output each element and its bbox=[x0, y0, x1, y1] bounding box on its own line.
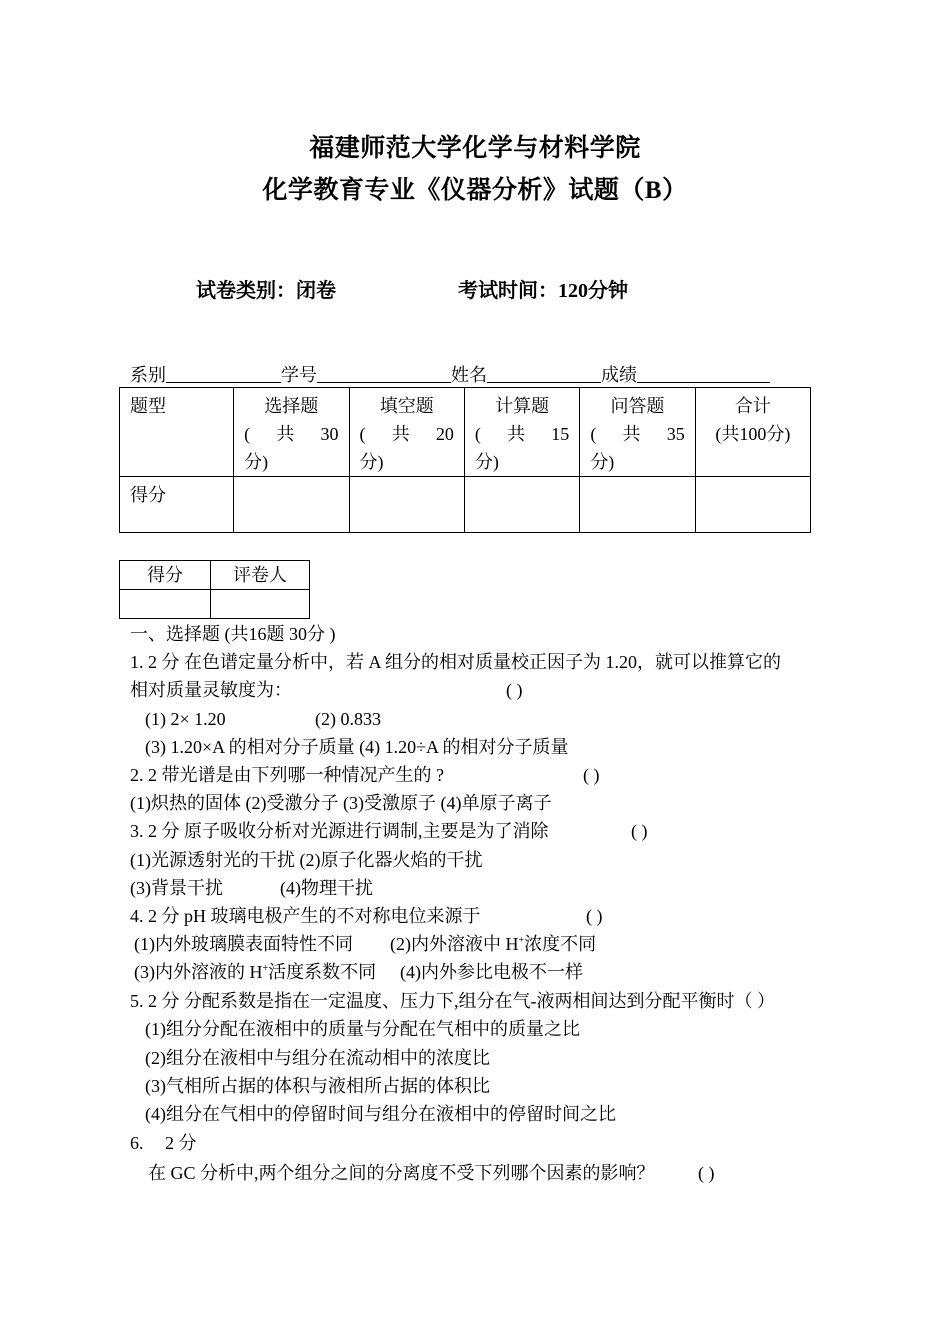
column-fill-blank: 填空题 ( 共 20 分) bbox=[349, 388, 464, 477]
grader-table bbox=[119, 560, 310, 619]
column-name: 填空题 bbox=[379, 396, 434, 416]
q1-stem-line1: 1. 2 分 在色谱定量分析中，若 A 组分的相对质量校正因子为 1.20，就可以推算它的 bbox=[130, 652, 782, 672]
student-id-label: 学号 bbox=[281, 365, 317, 385]
q3-options-1-2: (1)光源透射光的干扰 (2)原子化器火焰的干扰 bbox=[130, 850, 483, 870]
q4-option-1: (1)内外玻璃膜表面特性不同 bbox=[134, 934, 353, 954]
department-blank[interactable] bbox=[166, 362, 281, 383]
q6-answer-paren: ( ) bbox=[698, 1163, 715, 1183]
score-cell-short-answer[interactable] bbox=[580, 477, 695, 533]
question-type-label: 题型 bbox=[120, 388, 234, 477]
column-calculation: 计算题 ( 共 15 分) bbox=[464, 388, 579, 477]
q1-option-2: (2) 0.833 bbox=[315, 709, 381, 729]
score-cell-choice[interactable] bbox=[234, 477, 349, 533]
q5-option-4: (4)组分在气相中的停留时间与组分在液相中的停留时间之比 bbox=[145, 1104, 616, 1124]
q3-option-3: (3)背景干扰 bbox=[130, 878, 223, 898]
q3-answer-paren: ( ) bbox=[631, 821, 648, 841]
q6-score: 2 分 bbox=[165, 1133, 197, 1153]
q5-option-1: (1)组分分配在液相中的质量与分配在气相中的质量之比 bbox=[145, 1019, 580, 1039]
q1-options-3-4: (3) 1.20×A 的相对分子质量 (4) 1.20÷A 的相对分子质量 bbox=[145, 737, 569, 757]
grader-name-label: 评卷人 bbox=[211, 561, 310, 590]
paper-type: 试卷类别：闭卷 bbox=[196, 280, 336, 302]
score-label: 得分 bbox=[120, 477, 234, 533]
q5-stem: 5. 2 分 分配系数是指在一定温度、压力下,组分在气-液两相间达到分配平衡时（ ） bbox=[130, 991, 775, 1011]
score-cell-total[interactable] bbox=[695, 477, 810, 533]
grade-blank[interactable] bbox=[637, 362, 770, 383]
q4-answer-paren: ( ) bbox=[586, 906, 603, 926]
name-blank[interactable] bbox=[487, 362, 601, 383]
q2-stem: 2. 2 带光谱是由下列哪一种情况产生的 ? bbox=[130, 765, 444, 785]
grade-label: 成绩 bbox=[601, 365, 637, 385]
q6-stem: 在 GC 分析中,两个组分之间的分离度不受下列哪个因素的影响？ bbox=[148, 1163, 655, 1183]
column-name: 问答题 bbox=[610, 396, 665, 416]
exam-title: 化学教育专业《仪器分析》试题（B） bbox=[262, 177, 688, 204]
q1-answer-paren: ( ) bbox=[506, 680, 523, 700]
q5-option-3: (3)气相所占据的体积与液相所占据的体积比 bbox=[145, 1076, 490, 1096]
column-name: 计算题 bbox=[495, 396, 550, 416]
column-choice: 选择题 ( 共 30 分) bbox=[234, 388, 349, 477]
q1-option-1: (1) 2× 1.20 bbox=[145, 709, 226, 729]
student-id-blank[interactable] bbox=[317, 362, 451, 383]
q4-option-3: (3)内外溶液的 H+活度系数不同 bbox=[134, 962, 377, 982]
exam-time: 考试时间：120分钟 bbox=[458, 280, 628, 302]
department-label: 系别 bbox=[130, 365, 166, 385]
q1-stem-line2: 相对质量灵敏度为： bbox=[130, 680, 292, 700]
score-cell-fill-blank[interactable] bbox=[349, 477, 464, 533]
q6-number: 6. bbox=[130, 1133, 144, 1153]
score-summary-table bbox=[119, 387, 811, 533]
grader-name-cell[interactable] bbox=[211, 590, 310, 619]
institution-title: 福建师范大学化学与材料学院 bbox=[309, 135, 641, 162]
score-cell-calculation[interactable] bbox=[464, 477, 579, 533]
column-name: 选择题 bbox=[264, 396, 319, 416]
student-info-row bbox=[130, 361, 770, 387]
q4-option-2: (2)内外溶液中 H+浓度不同 bbox=[390, 934, 597, 954]
column-name: 合计 bbox=[734, 396, 771, 416]
grader-score-label: 得分 bbox=[120, 561, 211, 590]
grader-score-cell[interactable] bbox=[120, 590, 211, 619]
column-total: 合计 (共100分) bbox=[695, 388, 810, 477]
q4-stem: 4. 2 分 pH 玻璃电极产生的不对称电位来源于 bbox=[130, 906, 481, 926]
q5-option-2: (2)组分在液相中与组分在流动相中的浓度比 bbox=[145, 1048, 490, 1068]
q4-option-4: (4)内外参比电极不一样 bbox=[400, 962, 583, 982]
column-short-answer: 问答题 ( 共 35 分) bbox=[580, 388, 695, 477]
q2-answer-paren: ( ) bbox=[583, 765, 600, 785]
name-label: 姓名 bbox=[451, 365, 487, 385]
section-title: 一、选择题 (共16题 30分 ) bbox=[130, 624, 336, 644]
q3-stem: 3. 2 分 原子吸收分析对光源进行调制,主要是为了消除 bbox=[130, 821, 549, 841]
q2-options: (1)炽热的固体 (2)受激分子 (3)受激原子 (4)单原子离子 bbox=[130, 793, 552, 813]
q3-option-4: (4)物理干扰 bbox=[280, 878, 373, 898]
